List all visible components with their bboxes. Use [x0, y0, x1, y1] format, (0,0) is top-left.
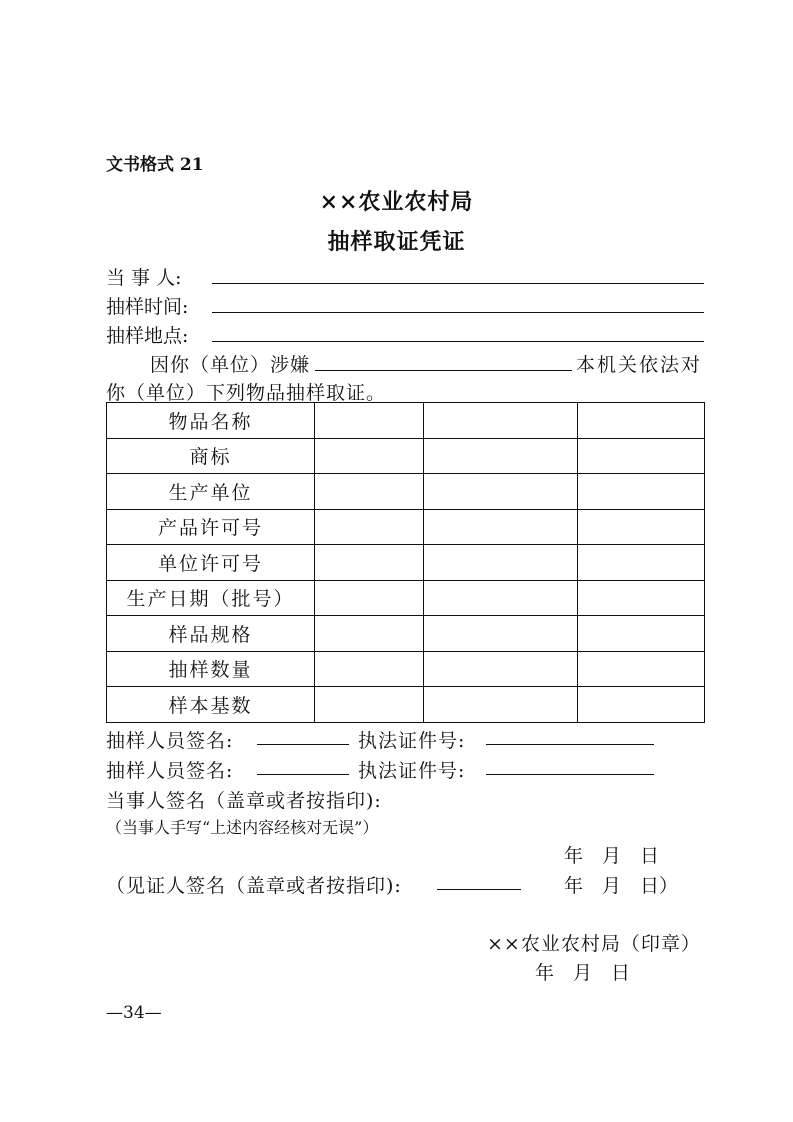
table-row — [107, 438, 705, 474]
table-cell[interactable] — [424, 545, 578, 581]
party-handwritten-note: （当事人手写“上述内容经核对无误”） — [106, 818, 379, 837]
party-label: 当 事 人: — [106, 267, 182, 289]
table-cell[interactable] — [424, 509, 578, 545]
witness-signature-label: （见证人签名（盖章或者按指印): — [106, 875, 402, 897]
table-cell[interactable] — [315, 580, 424, 616]
table-cell[interactable] — [578, 580, 705, 616]
witness-sign-date: 年 月 日） — [564, 875, 679, 897]
table-cell[interactable] — [424, 687, 578, 723]
row-label: 商标 — [107, 438, 315, 474]
statement-prefix: 因你（单位）涉嫌 — [150, 354, 311, 376]
sampler-signature-field-2[interactable] — [257, 774, 349, 775]
cert-number-field-2[interactable] — [486, 774, 654, 775]
statement-line2: 你（单位）下列物品抽样取证。 — [106, 382, 387, 404]
row-label: 物品名称 — [107, 403, 315, 439]
table-cell[interactable] — [578, 403, 705, 439]
table-row — [107, 687, 705, 723]
cert-number-label-2: 执法证件号: — [358, 760, 466, 782]
table-cell[interactable] — [424, 580, 578, 616]
row-label: 单位许可号 — [107, 545, 315, 581]
table-row — [107, 651, 705, 687]
table-cell[interactable] — [315, 509, 424, 545]
table-cell[interactable] — [315, 403, 424, 439]
party-signature-label: 当事人签名（盖章或者按指印): — [106, 790, 382, 812]
table-cell[interactable] — [578, 687, 705, 723]
suspected-violation-field[interactable] — [315, 370, 572, 371]
seal-date: 年 月 日 — [535, 962, 631, 984]
statement-suffix: 本机关依法对 — [576, 354, 703, 376]
witness-signature-field[interactable] — [437, 889, 521, 890]
table-cell[interactable] — [578, 651, 705, 687]
row-label: 抽样数量 — [107, 651, 315, 687]
table-cell[interactable] — [578, 474, 705, 510]
sampling-time-label: 抽样时间: — [106, 296, 189, 318]
sampling-place-label: 抽样地点: — [106, 325, 189, 347]
table-cell[interactable] — [315, 651, 424, 687]
row-label: 样本基数 — [107, 687, 315, 723]
sampler-signature-label: 抽样人员签名: — [106, 730, 234, 752]
page-number: —34— — [106, 1003, 162, 1023]
table-cell[interactable] — [315, 616, 424, 652]
table-row — [107, 580, 705, 616]
table-cell[interactable] — [578, 509, 705, 545]
table-cell[interactable] — [424, 616, 578, 652]
table-cell[interactable] — [424, 438, 578, 474]
table-cell[interactable] — [315, 474, 424, 510]
table-cell[interactable] — [424, 474, 578, 510]
sampling-place-field[interactable] — [212, 341, 704, 342]
form-code: 文书格式 21 — [106, 155, 204, 175]
sampling-time-field[interactable] — [212, 312, 704, 313]
row-label: 生产单位 — [107, 474, 315, 510]
cert-number-label: 执法证件号: — [358, 730, 466, 752]
table-row — [107, 545, 705, 581]
party-field[interactable] — [212, 283, 704, 284]
table-cell[interactable] — [424, 651, 578, 687]
table-cell[interactable] — [315, 545, 424, 581]
table-cell[interactable] — [578, 438, 705, 474]
table-cell[interactable] — [424, 403, 578, 439]
cert-number-field[interactable] — [486, 744, 654, 745]
agency-seal-line: ××农业农村局（印章） — [487, 933, 701, 955]
table-cell[interactable] — [315, 438, 424, 474]
party-sign-date: 年 月 日 — [564, 845, 660, 867]
document-title: 抽样取证凭证 — [327, 229, 466, 255]
table-row — [107, 474, 705, 510]
table-row — [107, 509, 705, 545]
agency-title: ××农业农村局 — [319, 189, 474, 215]
table-row — [107, 403, 705, 439]
table-row — [107, 616, 705, 652]
row-label: 样品规格 — [107, 616, 315, 652]
row-label: 产品许可号 — [107, 509, 315, 545]
sample-items-table — [106, 402, 705, 723]
row-label: 生产日期（批号） — [107, 580, 315, 616]
sampler-signature-label-2: 抽样人员签名: — [106, 760, 234, 782]
table-cell[interactable] — [315, 687, 424, 723]
table-cell[interactable] — [578, 616, 705, 652]
sampler-signature-field[interactable] — [257, 744, 349, 745]
table-cell[interactable] — [578, 545, 705, 581]
